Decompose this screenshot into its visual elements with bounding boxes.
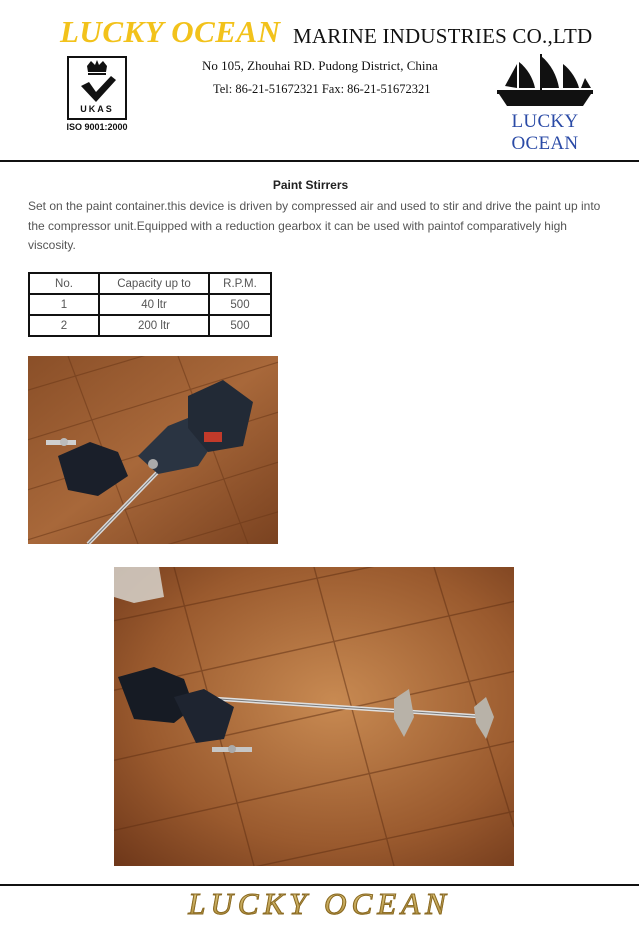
footer-brand: LUCKY OCEAN — [0, 886, 639, 922]
specs-table — [28, 272, 272, 337]
product-photo-stirrer-closeup — [28, 356, 278, 544]
column-header-capacity: Capacity up to — [99, 273, 209, 294]
ship-logo-text: LUCKY OCEAN — [511, 111, 579, 154]
ship-logo — [493, 54, 597, 154]
ukas-badge — [67, 56, 127, 120]
sailing-ship-icon — [493, 54, 597, 114]
company-contact: Tel: 86-21-51672321 Fax: 86-21-51672321 — [213, 82, 431, 96]
column-header-rpm: R.P.M. — [209, 273, 271, 294]
page-header — [0, 0, 639, 162]
header-divider — [0, 160, 639, 162]
company-address: No 105, Zhouhai RD. Pudong District, China — [202, 58, 438, 73]
table-cell: 200 ltr — [99, 315, 209, 336]
table-cell: 2 — [29, 315, 99, 336]
table-cell: 1 — [29, 294, 99, 315]
iso-label: ISO 9001:2000 — [66, 122, 128, 132]
table-cell: 500 — [209, 294, 271, 315]
product-photo-stirrer-full — [114, 567, 514, 866]
brand-name: LUCKY OCEAN — [60, 14, 281, 49]
table-row — [29, 294, 271, 315]
product-title: Paint Stirrers — [272, 178, 349, 192]
table-row — [29, 315, 271, 336]
table-header-row — [29, 273, 271, 294]
ukas-certification-logo — [62, 56, 132, 136]
table-cell: 500 — [209, 315, 271, 336]
table-cell: 40 ltr — [99, 294, 209, 315]
ukas-label: UKAS — [80, 104, 114, 114]
product-description: Set on the paint container.this device is driven by compressed air and used to stir and drive the paint up into the compressor unit.Equipped with a reduction gearbox it can be used with paintof comparatively high viscosity. — [28, 199, 601, 252]
company-name: MARINE INDUSTRIES CO.,LTD — [293, 24, 593, 48]
column-header-no: No. — [29, 273, 99, 294]
